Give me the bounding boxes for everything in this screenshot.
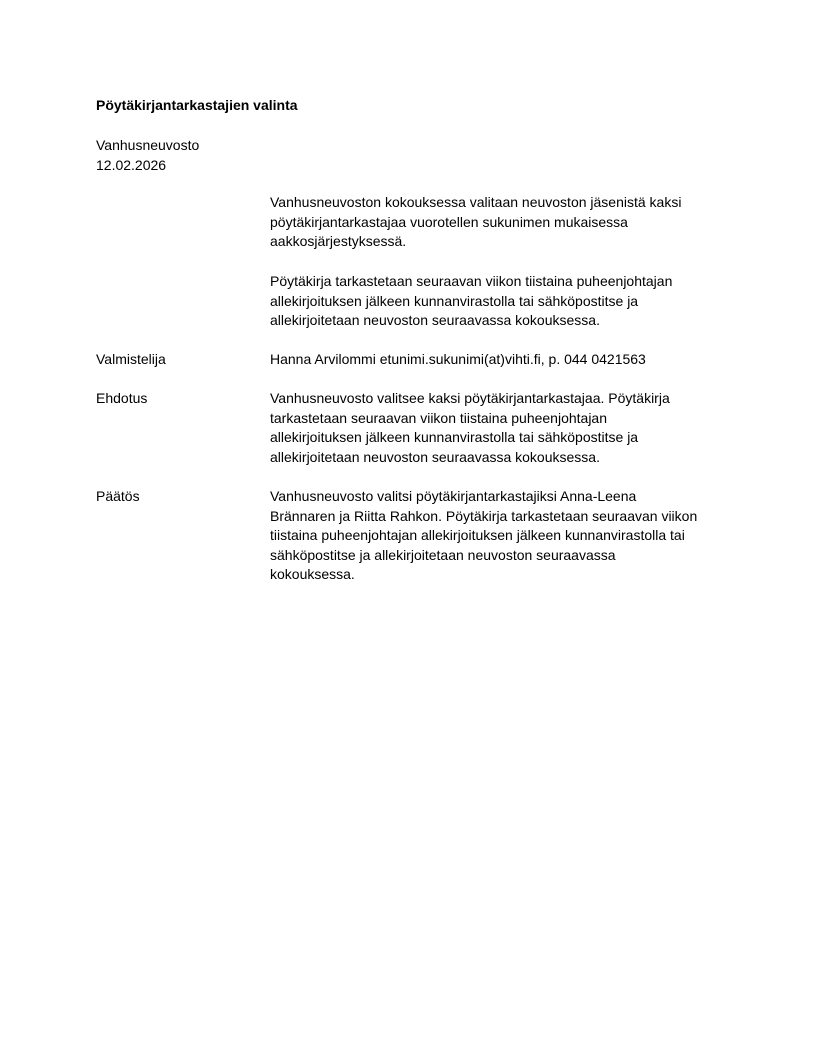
- meeting-date: 12.02.2026: [96, 157, 167, 173]
- intro2-line: Pöytäkirja tarkastetaan seuraavan viikon tiistaina puheenjohtajan: [270, 273, 673, 289]
- decision-paragraph: [270, 487, 730, 585]
- decision-line: Brännaren ja Riitta Rahkon. Pöytäkirja tarkastetaan seuraavan viikon: [270, 507, 698, 524]
- meeting-body-name: Vanhusneuvosto: [96, 137, 200, 153]
- intro-line: aakkosjärjestyksessä.: [270, 233, 407, 250]
- decision-line: sähköpostitse ja allekirjoitetaan neuvoston seuraavassa: [270, 546, 616, 563]
- intro2-line: allekirjoitetaan neuvoston seuraavassa kokouksessa.: [270, 312, 600, 329]
- preparer-value: [270, 350, 730, 370]
- intro2-line: allekirjoituksen jälkeen kunnanvirastolla tai sähköpostitse ja: [270, 292, 639, 309]
- intro-line: Vanhusneuvoston kokouksessa valitaan neuvoston jäsenistä kaksi: [270, 194, 682, 210]
- preparer-label: Valmistelija: [96, 351, 166, 367]
- decision-line: kokouksessa.: [270, 566, 355, 583]
- proposal-line: tarkastetaan seuraavan viikon tiistaina puheenjohtajan: [270, 409, 608, 426]
- preparer-line: Hanna Arvilommi etunimi.sukunimi(at)vihti.fi, p. 044 0421563: [270, 351, 646, 367]
- proposal-line: Vanhusneuvosto valitsee kaksi pöytäkirjantarkastajaa. Pöytäkirja: [270, 390, 670, 406]
- document-title: Pöytäkirjantarkastajien valinta: [96, 97, 298, 113]
- decision-line: tiistaina puheenjohtajan allekirjoituksen jälkeen kunnanvirastolla tai: [270, 527, 685, 544]
- decision-line: Vanhusneuvosto valitsi pöytäkirjantarkastajiksi Anna-Leena: [270, 488, 637, 504]
- intro-paragraph: [270, 193, 730, 252]
- proposal-line: allekirjoituksen jälkeen kunnanvirastolla tai sähköpostitse ja: [270, 429, 639, 446]
- intro-line: pöytäkirjantarkastajaa vuorotellen sukunimen mukaisessa: [270, 213, 628, 230]
- proposal-label: Ehdotus: [96, 390, 148, 406]
- intro2-paragraph: [270, 272, 730, 331]
- meeting-meta: [96, 135, 199, 175]
- proposal-paragraph: [270, 389, 730, 467]
- decision-label: Päätös: [96, 488, 140, 504]
- proposal-line: allekirjoitetaan neuvoston seuraavassa kokouksessa.: [270, 448, 600, 465]
